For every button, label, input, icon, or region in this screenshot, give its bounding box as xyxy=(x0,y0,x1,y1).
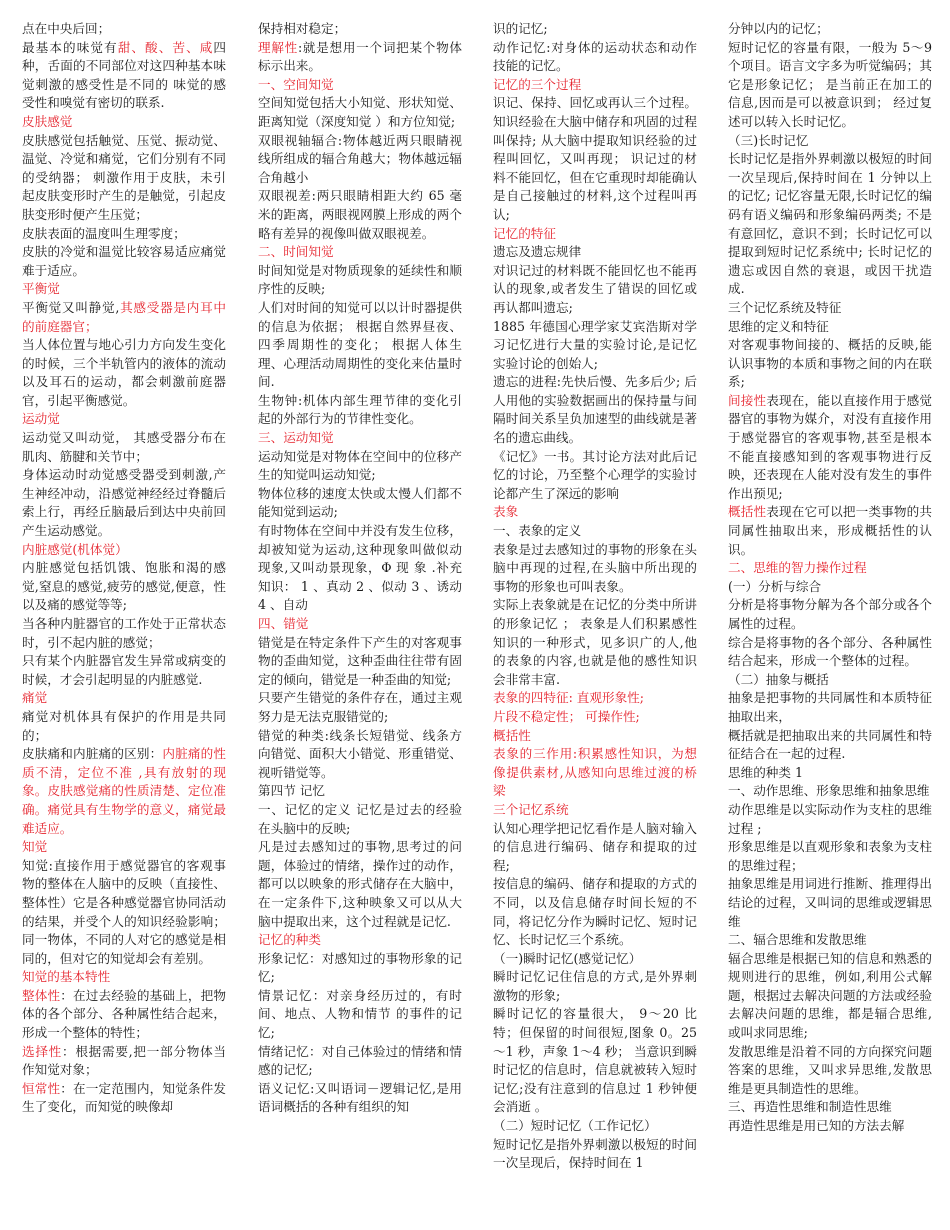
body-text: 只要产生错觉的条件存在，通过主观努力是无法克服错觉的; xyxy=(258,690,462,724)
paragraph xyxy=(258,782,462,801)
paragraph xyxy=(728,950,932,1043)
paragraph xyxy=(493,20,697,39)
highlighted-text: 记忆的三个过程 xyxy=(493,76,582,92)
paragraph xyxy=(728,503,932,559)
body-text: 运动知觉是对物体在空间中的位移产生的知觉叫运动知觉; xyxy=(258,448,462,483)
paragraph xyxy=(728,634,932,671)
paragraph xyxy=(493,373,697,447)
paragraph xyxy=(493,689,697,708)
paragraph xyxy=(493,950,697,969)
paragraph xyxy=(728,875,932,931)
body-text: 抽象思维是用词进行推断、推理得出结论的过程，又叫词的思维或逻辑思维 xyxy=(728,876,932,929)
body-text: 形象思维是以直观形象和表象为支柱的思维过程； xyxy=(728,839,932,873)
body-text: 遗忘及遗忘规律 xyxy=(493,244,582,260)
body-text: ：在过去经验的基础上，把物体的各个部分、各种属性结合起来，形成一个整体的特性； xyxy=(22,987,227,1041)
highlighted-text: 其感受器是内耳中的前庭器官； xyxy=(22,299,227,334)
body-text: 物体位移的速度太快或太慢人们都不能知觉到运动; xyxy=(258,485,462,520)
body-text: 概括就是把抽取出来的共同属性和特征结合在一起的过程. xyxy=(728,727,932,762)
body-text: 二、辐合思维和发散思维 xyxy=(728,932,867,948)
paragraph xyxy=(22,968,226,987)
body-text: 皮肤痛和内脏痛的区别： xyxy=(22,746,163,762)
paragraph xyxy=(493,243,697,262)
paragraph xyxy=(728,801,932,838)
body-text: 人们对时间的知觉可以以计时器提供的信息为依据； 根据自然界昼夜、四季周期性的变化； 根据人体生理、心理活动周期性的变化来估量时间. xyxy=(258,299,462,390)
paragraph xyxy=(22,1043,226,1080)
paragraph xyxy=(22,857,226,969)
paragraph xyxy=(493,522,697,541)
paragraph xyxy=(493,541,697,597)
paragraph xyxy=(258,429,462,448)
paragraph xyxy=(258,838,462,931)
paragraph xyxy=(22,429,226,466)
body-text: 第四节 记忆 xyxy=(258,783,325,799)
paragraph xyxy=(728,318,932,337)
paragraph xyxy=(258,689,462,726)
paragraph xyxy=(22,466,226,540)
text-column-4 xyxy=(728,20,932,1136)
paragraph xyxy=(728,299,932,318)
paragraph xyxy=(258,187,462,243)
highlighted-text: 三、运动知觉 xyxy=(258,430,334,446)
paragraph xyxy=(22,299,226,336)
paragraph xyxy=(728,671,932,690)
paragraph xyxy=(728,1098,932,1117)
paragraph xyxy=(493,727,697,746)
highlighted-text: 选择性 xyxy=(22,1043,62,1059)
body-text: 表现在，能以直接作用于感觉器官的事物为媒介，对没有直接作用于感觉器官的客观事物,甚至是根本不能直接感知到的客观事物进行反映，还表现在人能对没有发生的事件作出预见; xyxy=(728,392,933,501)
body-text: 瞬时记忆的容量很大， 9～20 比特；但保留的时间很短,图象 0。25～1 秒，声象 1～4 秒； 当意识到瞬时记忆的信息时，信息就被转入短时记忆;没有注意到的信息过 1 秒钟便会消逝 。 xyxy=(493,1006,697,1115)
paragraph xyxy=(493,968,697,1005)
body-text: 痛觉对机体具有保护的作用是共同的； xyxy=(22,708,226,743)
paragraph xyxy=(493,801,697,820)
body-text: 识记、保持、回忆或再认三个过程。 知识经验在大脑中储存和巩固的过程叫保持; 从大脑中提取知识经验的过程叫回忆，又叫再现； 识记过的材料不能回忆，但在它重现时却能确认是自己接触过的材料,这个过程叫再认; xyxy=(493,95,697,222)
body-text: 按信息的编码、储存和提取的方式的不同，以及信息储存时间长短的不同，将记忆分作为瞬时记忆、短时记忆、长时记忆三个系统。 xyxy=(493,876,697,948)
body-text: :就是想用一个词把某个物体标示出来。 xyxy=(258,39,462,74)
paragraph xyxy=(258,243,462,262)
body-text: 形象记忆：对感知过的事物形象的记忆; xyxy=(258,950,462,985)
body-text: 一、动作思维、形象思维和抽象思维 xyxy=(728,783,930,799)
body-text: 抽象是把事物的共同属性和本质特征抽取出来， xyxy=(728,690,932,724)
highlighted-text: 知觉的基本特性 xyxy=(22,969,111,985)
paragraph xyxy=(258,485,462,522)
body-text: 识的记忆; xyxy=(493,21,548,36)
highlighted-text: 内脏感觉(机体觉） xyxy=(22,541,128,557)
paragraph xyxy=(258,39,462,76)
highlighted-text: 表象的三作用:积累感性知识，为想像提供素材,从感知向思维过渡的桥梁 xyxy=(493,746,697,799)
paragraph xyxy=(22,336,226,410)
paragraph xyxy=(728,782,932,801)
paragraph xyxy=(258,392,462,429)
body-text: 遗忘的进程:先快后慢、先多后少; 后人用他的实验数据画出的保持量与间隔时间关系呈负加速型的曲线就是著名的遗忘曲线。 xyxy=(493,374,697,446)
paragraph xyxy=(258,931,462,950)
paragraph xyxy=(258,262,462,299)
body-text: 再造性思维是用已知的方法去解 xyxy=(728,1118,905,1134)
paragraph xyxy=(258,448,462,485)
body-text: 实际上表象就是在记忆的分类中所讲的形象记忆 ； 表象是人们积累感性知识的一种形式，见多识广的人,他的表象的内容,也就是他的感性知识会非常丰富. xyxy=(493,597,697,687)
body-text: (一）分析与综合 xyxy=(728,578,822,594)
body-text: 凡是过去感知过的事物,思考过的问题，体验过的情绪，操作过的动作，都可以以映象的形式储存在大脑中，在一定条件下,这种映象又可以从大脑中提取出来，这个过程就是记忆. xyxy=(258,839,462,929)
highlighted-text: 记忆的种类 xyxy=(258,932,321,948)
paragraph xyxy=(258,1043,462,1080)
paragraph xyxy=(22,280,226,299)
body-text: 当各种内脏器官的工作处于正常状态时，引不起内脏的感觉； xyxy=(22,616,226,650)
paragraph xyxy=(258,132,462,188)
paragraph xyxy=(258,76,462,95)
highlighted-text: 概括性 xyxy=(728,504,767,520)
body-text: 综合是将事物的各个部分、各种属性结合起来，形成一个整体的过程。 xyxy=(728,634,932,669)
paragraph xyxy=(258,987,462,1043)
body-text: 内脏感觉包括饥饿、饱胀和渴的感觉,窒息的感觉,疲劳的感觉,便意，性以及痛的感觉等等; xyxy=(22,560,226,613)
body-text: 表现在它可以把一类事物的共同属性抽取出来，形成概括性的认识。 xyxy=(728,504,933,557)
text-column-3 xyxy=(493,20,697,1173)
body-text: 时间知觉是对物质现象的延续性和顺序性的反映; xyxy=(258,262,462,297)
paragraph xyxy=(22,410,226,429)
body-text: 点在中央后回； xyxy=(22,21,111,36)
body-text: 保持相对稳定； xyxy=(258,21,347,36)
paragraph xyxy=(728,764,932,783)
paragraph xyxy=(728,39,932,132)
paragraph xyxy=(258,1080,462,1117)
body-text: 最基本的味觉有 xyxy=(22,39,118,55)
paragraph xyxy=(728,931,932,950)
paragraph xyxy=(258,299,462,392)
body-text: 三、再造性思维和制造性思维 xyxy=(728,1099,892,1115)
highlighted-text: 知觉 xyxy=(22,839,48,855)
paragraph xyxy=(258,634,462,690)
body-text: 发散思维是沿着不同的方向探究问题答案的思维，又叫求异思维,发散思维是更具制造性的思维。 xyxy=(728,1043,932,1096)
paragraph xyxy=(493,820,697,876)
paragraph xyxy=(728,559,932,578)
paragraph xyxy=(493,596,697,689)
paragraph xyxy=(728,1117,932,1136)
body-text: 双眼视轴辐合:物体越近两只眼睛视线所组成的辐合角越大；物体越远辐合角越小 xyxy=(258,132,462,185)
paragraph xyxy=(22,541,226,560)
paragraph xyxy=(493,262,697,318)
paragraph xyxy=(728,150,932,299)
body-text: 空间知觉包括大小知觉、形状知觉、距离知觉（深度知觉 ）和方位知觉; xyxy=(258,95,462,129)
paragraph xyxy=(22,1080,226,1117)
highlighted-text: 皮肤感觉 xyxy=(22,113,73,129)
paragraph xyxy=(22,225,226,244)
body-text: 动作思维是以实际动作为支柱的思维过程 ; xyxy=(728,801,932,836)
body-text: （一)瞬时记忆(感觉记忆） xyxy=(493,950,642,966)
body-text: 表象是过去感知过的事物的形象在头脑中再现的过程,在头脑中所出现的事物的形象也可叫表象。 xyxy=(493,541,697,594)
highlighted-text: 一、空间知觉 xyxy=(258,76,334,92)
paragraph xyxy=(493,76,697,95)
body-text: 思维的种类 1 xyxy=(728,764,803,780)
highlighted-text: 二、思维的智力操作过程 xyxy=(728,560,867,576)
paragraph xyxy=(493,745,697,801)
paragraph xyxy=(22,838,226,857)
paragraph xyxy=(22,20,226,39)
paragraph xyxy=(22,708,226,745)
paragraph xyxy=(22,615,226,652)
highlighted-text: 平衡觉 xyxy=(22,281,60,297)
paragraph xyxy=(493,1136,697,1173)
body-text: 情绪记忆：对自己体验过的情绪和情感的记忆; xyxy=(258,1043,462,1078)
highlighted-text: 内脏痛的性质不清，定位不准 ,具有放射的现象。皮肤感觉痛的性质清楚、定位准确。痛觉具有生物学的意义，痛觉最难适应。 xyxy=(22,746,227,836)
paragraph xyxy=(728,336,932,392)
body-text: ：在一定范围内，知觉条件发生了变化，而知觉的映像却 xyxy=(22,1080,227,1115)
paragraph xyxy=(493,318,697,374)
body-text: 有时物体在空间中并没有发生位移，却被知觉为运动,这种现象叫做似动现象,又叫动景现象，Φ 现 象 .补充知识： 1 、真动 2 、似动 3 、诱动 4 、自动 xyxy=(258,523,462,613)
highlighted-text: 间接性 xyxy=(728,392,767,408)
body-text: 皮肤的冷觉和温觉比较容易适应痛觉难于适应。 xyxy=(22,244,226,278)
body-text: 思维的定义和特征 xyxy=(728,318,829,334)
body-text: 只有某个内脏器官发生异常或病变的时候，才会引起明显的内脏感觉. xyxy=(22,653,226,687)
body-text: 1885 年德国心理学家艾宾浩斯对学习记忆进行大量的实验讨论,是记忆实验讨论的创始人; xyxy=(493,318,697,371)
highlighted-text: 概括性 xyxy=(493,727,531,743)
body-text: 分析是将事物分解为各个部分或各个属性的过程。 xyxy=(728,597,932,631)
paragraph xyxy=(493,39,697,76)
body-text: 情景记忆：对亲身经历过的，有时间、地点、人物和情节 的事件的记忆; xyxy=(258,987,462,1041)
body-text: （二）抽象与概括 xyxy=(728,671,829,687)
paragraph xyxy=(258,522,462,615)
text-column-1 xyxy=(22,20,226,1117)
paragraph xyxy=(22,132,226,225)
paragraph xyxy=(258,20,462,39)
highlighted-text: 二、时间知觉 xyxy=(258,244,334,260)
body-text: 身体运动时动觉感受器受到刺激,产生神经冲动，沿感觉神经经过脊髓后索上行，再经丘脑最后到达中央前回产生运动感觉。 xyxy=(22,467,226,539)
paragraph xyxy=(493,875,697,949)
paragraph xyxy=(22,243,226,280)
paragraph xyxy=(493,225,697,244)
body-text: 《记忆》一书。其讨论方法对此后记忆的讨论，乃至整个心理学的实验讨论都产生了深远的影响 xyxy=(493,448,697,501)
paragraph xyxy=(493,448,697,504)
body-text: （三)长时记忆 xyxy=(728,132,809,148)
body-text: 皮肤感觉包括触觉、压觉、振动觉、温觉、冷觉和痛觉，它们分别有不同的受纳器； 刺激作用于皮肤，未引起皮肤变形时产生的是触觉，引起皮肤变形时便产生压觉； xyxy=(22,132,226,222)
text-column-2 xyxy=(258,20,462,1117)
paragraph xyxy=(493,1117,697,1136)
body-text: 语义记忆:又叫语词－逻辑记忆,是用语词概括的各种有组织的知 xyxy=(258,1080,462,1115)
body-text: 三个记忆系统及特征 xyxy=(728,299,842,315)
body-text: 分钟以内的记忆； xyxy=(728,21,829,36)
paragraph xyxy=(728,1043,932,1099)
body-text: 知觉:直接作用于感觉器官的客观事物的整体在人脑中的反映（直接性、整体性）它是各种感觉器官协同活动的结果，并受个人的知识经验影响；同一物体，不同的人对它的感觉是相同的，但对它的知觉却会有差别。 xyxy=(22,857,226,966)
paragraph xyxy=(258,94,462,131)
body-text: 一、表象的定义 xyxy=(493,523,582,539)
body-text: 短时记忆是指外界刺激以极短的时间一次呈现后，保持时间在 1 xyxy=(493,1136,697,1171)
paragraph xyxy=(22,745,226,838)
body-text: 生物钟:机体内部生理节律的变化引起的外部行为的节律性变化。 xyxy=(258,392,462,427)
paragraph xyxy=(258,615,462,634)
paragraph xyxy=(22,652,226,689)
body-text: 错觉是在特定条件下产生的对客观事物的歪曲知觉，这种歪曲往往带有固定的倾向，错觉是一种歪曲的知觉; xyxy=(258,634,462,687)
highlighted-text: 痛觉 xyxy=(22,690,48,706)
paragraph xyxy=(258,727,462,783)
body-text: （二）短时记忆（工作记忆） xyxy=(493,1118,657,1134)
paragraph xyxy=(493,1005,697,1117)
highlighted-text: 记忆的特征 xyxy=(493,225,556,241)
paragraph xyxy=(728,392,932,504)
highlighted-text: 表象的四特征: 直观形象性; xyxy=(493,690,645,706)
highlighted-text: 三个记忆系统 xyxy=(493,801,569,817)
paragraph xyxy=(493,94,697,224)
highlighted-text: 整体性 xyxy=(22,987,61,1003)
highlighted-text: 表象 xyxy=(493,504,519,520)
paragraph xyxy=(258,950,462,987)
body-text: 短时记忆的容量有限，一般为 5～9 个项目。语言文字多为听觉编码；其它是形象记忆； 是当前正在加工的信息,因而是可以被意识到； 经过复述可以转入长时记忆。 xyxy=(728,39,932,129)
body-text: 辐合思维是根据已知的信息和熟悉的规则进行的思维，例如,利用公式解题，根据过去解决问题的方法或经验去解决问题的思维，都是辐合思维,或叫求同思维; xyxy=(728,950,932,1041)
highlighted-text: 理解性 xyxy=(258,39,298,55)
body-text: 四种，舌面的不同部位对这四种基本味觉刺激的感受性是不同的 味觉的感受性和嗅觉有密切的联系. xyxy=(22,39,226,111)
paragraph xyxy=(728,727,932,764)
paragraph xyxy=(728,596,932,633)
paragraph xyxy=(728,20,932,39)
highlighted-text: 运动觉 xyxy=(22,411,60,427)
body-text: 双眼视差:两只眼睛相距大约 65 毫米的距离，两眼视网膜上形成的两个略有差异的视像叫做双眼视差。 xyxy=(258,188,462,241)
paragraph xyxy=(258,801,462,838)
highlighted-text: 甜、酸、苦、咸 xyxy=(117,39,214,55)
body-text: 一、记忆的定义 记忆是过去的经验在头脑中的反映; xyxy=(258,801,462,836)
paragraph xyxy=(728,132,932,151)
paragraph xyxy=(728,689,932,726)
highlighted-text: 恒常性 xyxy=(22,1080,61,1096)
paragraph xyxy=(22,39,226,113)
body-text: 平衡觉又叫静觉, xyxy=(22,299,120,315)
body-text: 对识记过的材料既不能回忆也不能再认的现象,或者发生了错误的回忆或再认都叫遗忘; xyxy=(493,262,697,315)
body-text: 当人体位置与地心引力方向发生变化的时候，三个半轨管内的液体的流动以及耳石的运动，都会刺激前庭器官，引起平衡感觉。 xyxy=(22,337,226,408)
paragraph xyxy=(22,559,226,615)
paragraph xyxy=(493,708,697,727)
body-text: 皮肤表面的温度叫生理零度； xyxy=(22,225,186,241)
body-text: ：根据需要,把一部分物体当作知觉对象； xyxy=(22,1043,226,1078)
highlighted-text: 四、错觉 xyxy=(258,616,309,631)
paragraph xyxy=(728,838,932,875)
highlighted-text: 片段不稳定性； 可操作性; xyxy=(493,708,640,724)
body-text: 动作记忆:对身体的运动状态和动作技能的记忆。 xyxy=(493,39,697,74)
paragraph xyxy=(22,113,226,132)
paragraph xyxy=(493,503,697,522)
body-text: 错觉的种类:线条长短错觉、线条方向错觉、面积大小错觉、形重错觉、视听错觉等。 xyxy=(258,727,462,780)
body-text: 对客观事物间接的、概括的反映,能认识事物的本质和事物之间的内在联系; xyxy=(728,337,932,390)
body-text: 瞬时记忆记住信息的方式,是外界刺激物的形象; xyxy=(493,969,697,1003)
body-text: 长时记忆是指外界刺激以极短的时间一次呈现后,保持时间在 1 分钟以上的记忆; 记忆容量无限,长时记忆的编码有语义编码和形象编码两类; 不是有意回忆，意识不到；长时记忆可以提取到短时记忆系统中; 长时记忆的遗忘或因自然的衰退，或因干扰造成. xyxy=(728,151,932,297)
body-text: 认知心理学把记忆看作是人脑对输入的信息进行编码、储存和提取的过程; xyxy=(493,820,697,873)
body-text: 运动觉又叫动觉， 其感受器分布在肌肉、筋腱和关节中； xyxy=(22,430,226,464)
paragraph xyxy=(22,689,226,708)
paragraph xyxy=(728,578,932,597)
paragraph xyxy=(22,987,226,1043)
